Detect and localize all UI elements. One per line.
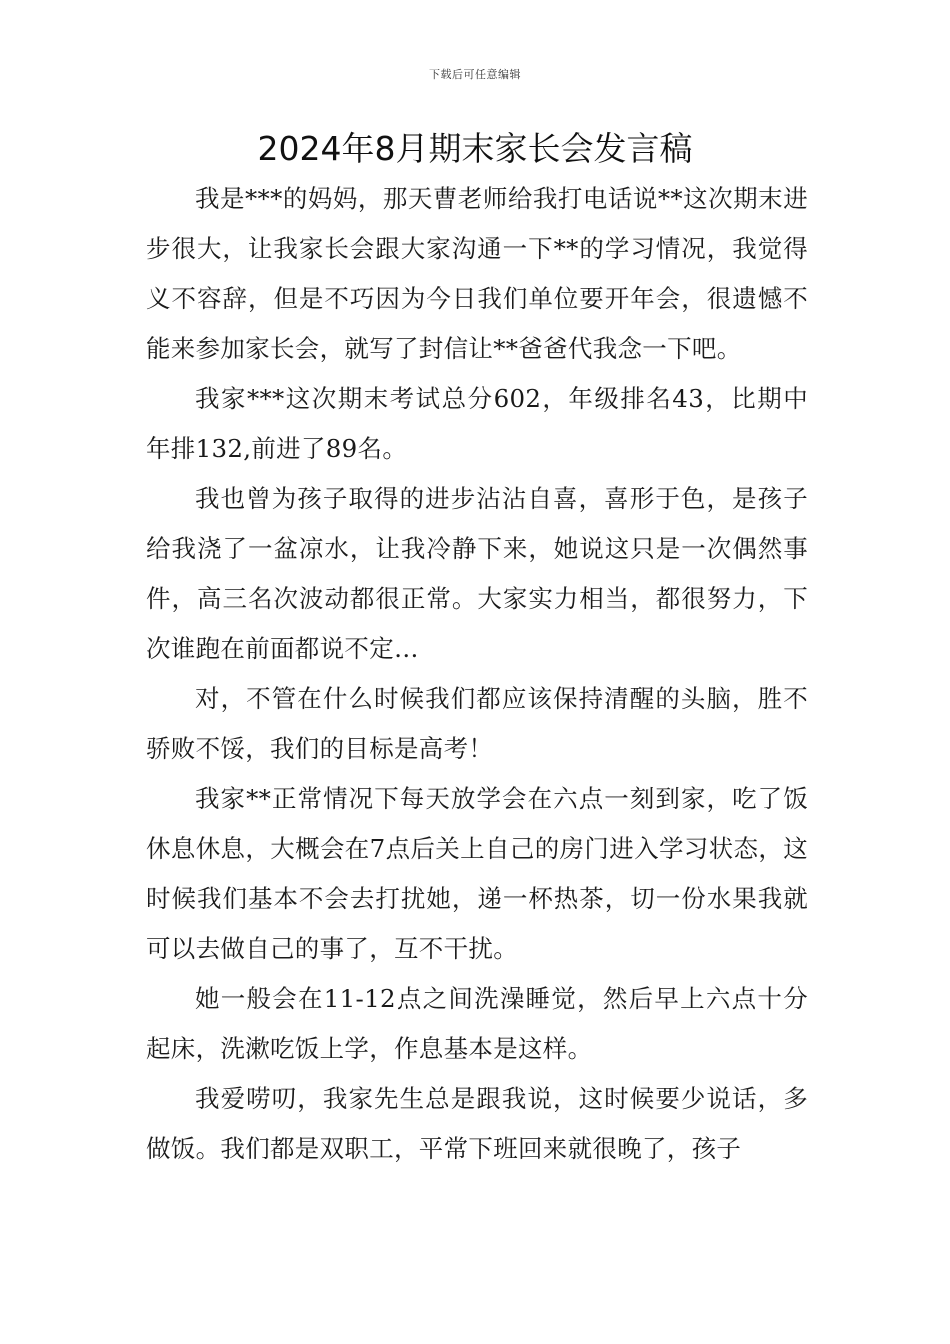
document-title: 2024年8月期末家长会发言稿 [257, 129, 693, 168]
paragraph-6: 她一般会在11-12点之间洗澡睡觉，然后早上六点十分起床，洗漱吃饭上学，作息基本是这样。 [146, 984, 808, 1063]
paragraph-4: 对，不管在什么时候我们都应该保持清醒的头脑，胜不骄败不馁，我们的目标是高考！ [146, 684, 808, 763]
paragraph-5: 我家**正常情况下每天放学会在六点一刻到家，吃了饭休息休息，大概会在7点后关上自己的房门进入学习状态，这时候我们基本不会去打扰她，递一杯热茶，切一份水果我就可以去做自己的事了，互不干扰。 [146, 784, 808, 963]
paragraph-7: 我爱唠叨，我家先生总是跟我说，这时候要少说话，多做饭。我们都是双职工，平常下班回来就很晚了，孩子 [146, 1084, 808, 1163]
paragraph-2: 我家***这次期末考试总分602，年级排名43，比期中年排132,前进了89名。 [146, 384, 808, 463]
paragraph-3: 我也曾为孩子取得的进步沾沾自喜，喜形于色，是孩子给我浇了一盆凉水，让我冷静下来，她说这只是一次偶然事件，高三名次波动都很正常。大家实力相当，都很努力，下次谁跑在前面都说不定… [146, 484, 808, 663]
header-note: 下载后可任意编辑 [429, 68, 521, 81]
paragraph-1: 我是***的妈妈，那天曹老师给我打电话说**这次期末进步很大，让我家长会跟大家沟通一下**的学习情况，我觉得义不容辞，但是不巧因为今日我们单位要开年会，很遗憾不能来参加家长会，就写了封信让**爸爸代我念一下吧。 [146, 184, 808, 363]
document-body [146, 174, 808, 1174]
